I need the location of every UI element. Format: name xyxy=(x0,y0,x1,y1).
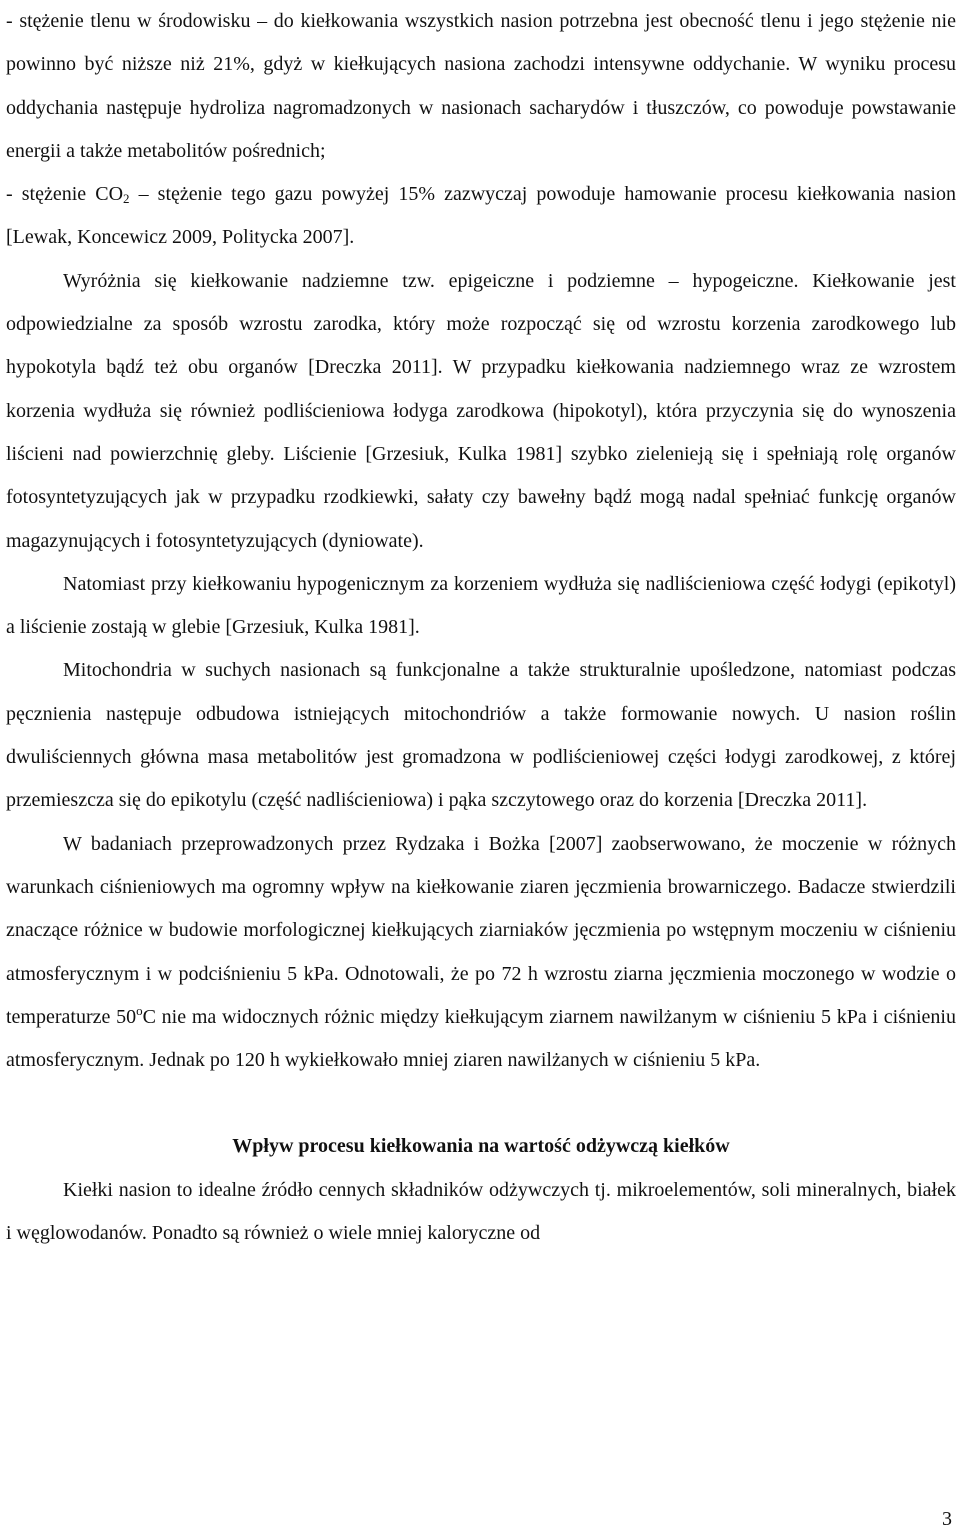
paragraph-mitochondria: Mitochondria w suchych nasionach są funkcjonalne a także strukturalnie upośledzone, natomiast podczas pęcznienia następuje odbudowa istniejących mitochondriów a także formowanie nowych. U nasion roślin dwuliściennych główna masa metabolitów jest gromadzona w podliścieniowej części łodygi zarodkowej, z której przemieszcza się do epikotylu (część nadliścieniowa) i pąka szczytowego oraz do korzenia [Dreczka 2011]. xyxy=(6,659,956,812)
section-heading: Wpływ procesu kiełkowania na wartość odżywczą kiełków xyxy=(232,1135,730,1158)
barley-text-start: W badaniach przeprowadzonych przez Rydzaka i Bożka [2007] zaobserwowano, że moczenie w różnych warunkach ciśnieniowych ma ogromny wpływ na kiełkowanie ziaren jęczmienia browarniczego. Badacze stwierdzili znaczące różnice w budowie morfologicznej kiełkujących ziarniaków jęczmienia po wstępnym moczeniu w ciśnieniu atmosferycznym i w podciśnieniu 5 kPa. Odnotowali, że po 72 h wzrostu ziarna jęczmienia moczonego w wodzie o temperaturze 50 xyxy=(6,832,956,1028)
paragraph-co2 xyxy=(6,173,956,260)
co2-text-start: - stężenie CO xyxy=(6,183,124,206)
page-number: 3 xyxy=(942,1508,952,1530)
paragraph-hypogenic: Natomiast przy kiełkowaniu hypogenicznym za korzeniem wydłuża się nadliścieniowa część łodygi (epikotyl) a liścienie zostają w glebie [Grzesiuk, Kulka 1981]. xyxy=(6,572,956,639)
co2-text-end: – stężenie tego gazu powyżej 15% zazwyczaj powoduje hamowanie procesu kiełkowania nasion [Lewak, Koncewicz 2009, Politycka 2007]. xyxy=(6,183,956,249)
section-gap xyxy=(6,1082,956,1125)
paragraph-germination-types: Wyróżnia się kiełkowanie nadziemne tzw. epigeiczne i podziemne – hypogeiczne. Kiełkowanie jest odpowiedzialne za sposób wzrostu zarodka, który może rozpocząć się od wzrostu korzenia zarodkowego lub hypokotyla bądź też obu organów [Dreczka 2011]. W przypadku kiełkowania nadziemnego wraz ze wzrostem korzenia wydłuża się również podliścieniowa łodyga zarodkowa (hipokotyl), która przyczynia się do wynoszenia liścieni nad powierzchnię gleby. Liścienie [Grzesiuk, Kulka 1981] szybko zielenieją się i spełniają rolę organów fotosyntetyzujących jak w przypadku rzodkiewki, sałaty czy bawełny bądź mogą nadal spełniać funkcję organów magazynujących i fotosyntetyzujących (dyniowate). xyxy=(6,269,956,552)
co2-subscript: 2 xyxy=(123,191,130,207)
document-page xyxy=(6,0,956,1255)
paragraph-nutrition: Kiełki nasion to idealne źródło cennych składników odżywczych tj. mikroelementów, soli mineralnych, białek i węglowodanów. Ponadto są również o wiele mniej kaloryczne od xyxy=(6,1178,956,1245)
paragraph-barley-study xyxy=(6,823,956,1083)
paragraph-oxygen: - stężenie tlenu w środowisku – do kiełkowania wszystkich nasion potrzebna jest obecność tlenu i jego stężenie nie powinno być niższe niż 21%, gdyż w kiełkujących nasiona zachodzi intensywne oddychanie. W wyniku procesu oddychania następuje hydroliza nagromadzonych w nasionach sacharydów i tłuszczów, co powoduje powstawanie energii a także metabolitów pośrednich; xyxy=(6,10,956,162)
barley-text-end: C nie ma widocznych różnic między kiełkującym ziarnem nawilżanym w ciśnieniu 5 kPa i ciśnieniu atmosferycznym. Jednak po 120 h wykiełkowało mniej ziaren nawilżanych w ciśnieniu 5 kPa. xyxy=(6,1005,956,1072)
degree-superscript: o xyxy=(136,1002,143,1018)
